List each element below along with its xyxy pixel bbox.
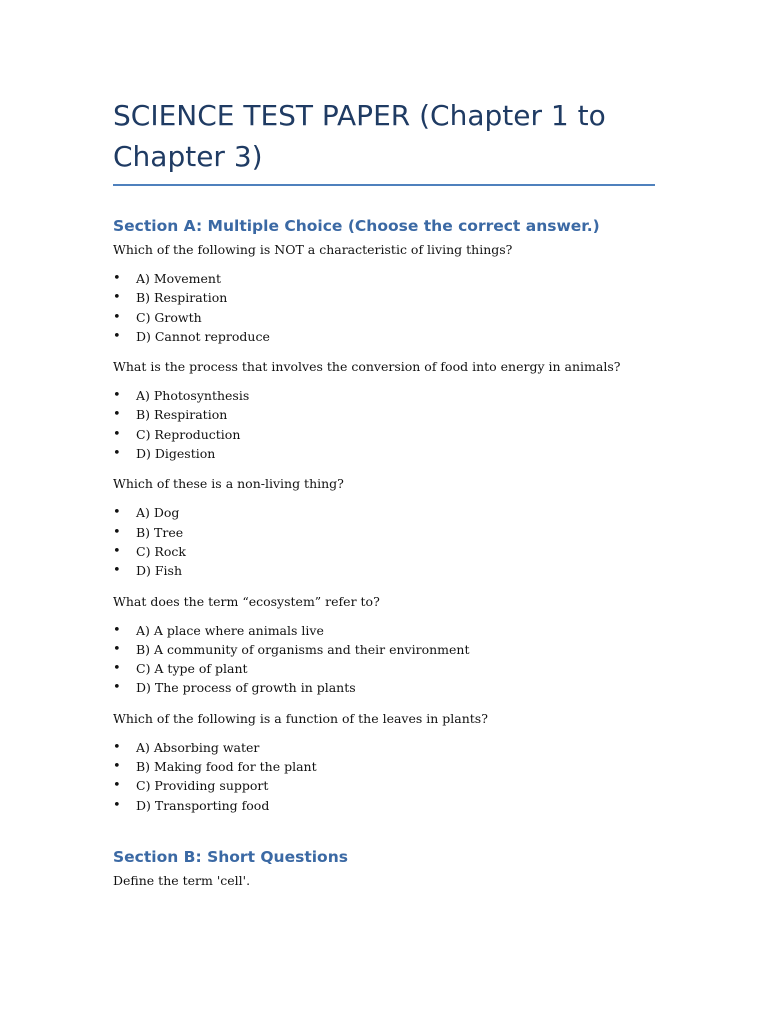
option-item [113, 308, 655, 327]
bullet-icon: • [113, 426, 121, 442]
bullet-icon: • [113, 759, 121, 775]
question-text: What does the term “ecosystem” refer to? [113, 593, 380, 609]
option-text: C) A type of plant [136, 661, 248, 677]
question-2 [113, 358, 655, 463]
option-item [113, 757, 655, 776]
question-text: Define the term 'cell'. [113, 872, 251, 888]
bullet-icon: • [113, 446, 121, 462]
option-text: B) Respiration [136, 290, 228, 306]
bullet-icon: • [113, 309, 121, 325]
option-item [113, 776, 655, 795]
option-item [113, 678, 655, 697]
option-item [113, 621, 655, 640]
question-5 [113, 710, 655, 815]
section-b [113, 847, 655, 890]
bullet-icon: • [113, 622, 121, 638]
document-page [113, 95, 655, 900]
bullet-icon: • [113, 388, 121, 404]
option-text: D) Transporting food [136, 797, 270, 813]
option-item [113, 386, 655, 405]
bullet-icon: • [113, 505, 121, 521]
bullet-icon: • [113, 778, 121, 794]
title-underline [113, 184, 655, 186]
question-text: Which of the following is a function of the leaves in plants? [113, 710, 488, 726]
bullet-icon: • [113, 543, 121, 559]
option-item [113, 405, 655, 424]
option-item [113, 796, 655, 815]
options-list [113, 621, 655, 698]
option-item [113, 523, 655, 542]
bullet-icon: • [113, 661, 121, 677]
option-text: B) Tree [136, 524, 184, 540]
bullet-icon: • [113, 739, 121, 755]
option-text: A) Movement [136, 271, 221, 286]
option-item [113, 288, 655, 307]
bullet-icon: • [113, 407, 121, 423]
option-item [113, 738, 655, 757]
question-text: What is the process that involves the conversion of food into energy in animals? [113, 359, 621, 375]
bullet-icon: • [113, 641, 121, 657]
question-4 [113, 593, 655, 698]
option-item [113, 327, 655, 346]
options-list [113, 386, 655, 463]
option-text: D) Digestion [136, 446, 216, 462]
option-item [113, 444, 655, 463]
option-item [113, 561, 655, 580]
option-text: C) Reproduction [136, 426, 241, 442]
option-item [113, 640, 655, 659]
option-text: A) Absorbing water [136, 739, 260, 755]
option-text: D) Fish [136, 563, 183, 579]
section-a-heading: Section A: Multiple Choice (Choose the correct answer.) [113, 217, 600, 235]
option-text: C) Providing support [136, 778, 269, 794]
option-text: B) Respiration [136, 407, 228, 423]
question-text: Which of the following is NOT a characteristic of living things? [113, 242, 513, 257]
option-text: C) Growth [136, 309, 202, 325]
option-item [113, 425, 655, 444]
question-1 [113, 241, 655, 346]
option-text: A) Dog [136, 505, 180, 521]
option-text: A) Photosynthesis [136, 388, 250, 404]
option-text: D) The process of growth in plants [136, 680, 356, 696]
section-b-heading: Section B: Short Questions [113, 847, 348, 866]
options-list [113, 269, 655, 346]
option-item [113, 503, 655, 522]
question-3 [113, 475, 655, 580]
bullet-icon: • [113, 328, 121, 344]
section-a [113, 216, 655, 815]
option-item [113, 659, 655, 678]
option-text: D) Cannot reproduce [136, 328, 270, 344]
option-text: A) A place where animals live [136, 622, 324, 638]
option-item [113, 269, 655, 288]
options-list [113, 503, 655, 580]
bullet-icon: • [113, 563, 121, 579]
bullet-icon: • [113, 680, 121, 696]
bullet-icon: • [113, 271, 121, 286]
option-text: C) Rock [136, 543, 186, 559]
question-text: Which of these is a non-living thing? [113, 476, 344, 492]
options-list [113, 738, 655, 815]
option-item [113, 542, 655, 561]
page-title: SCIENCE TEST PAPER (Chapter 1 to Chapter 3) [113, 99, 606, 173]
option-text: B) Making food for the plant [136, 759, 317, 775]
bullet-icon: • [113, 290, 121, 306]
option-text: B) A community of organisms and their environment [136, 641, 470, 657]
bullet-icon: • [113, 524, 121, 540]
bullet-icon: • [113, 797, 121, 813]
